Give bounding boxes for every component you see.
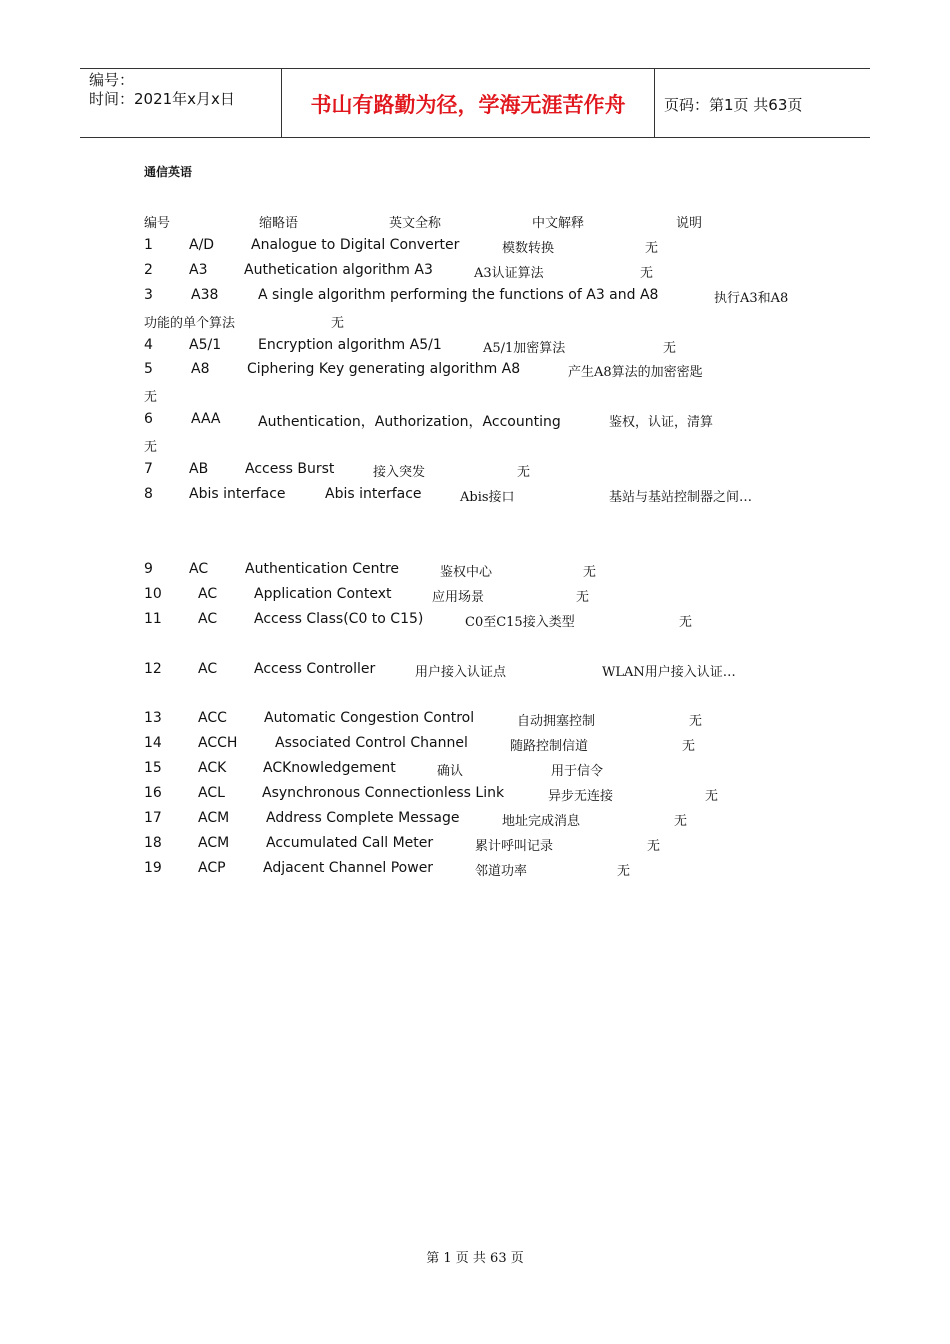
entry-full: Adjacent Channel Power xyxy=(263,860,434,876)
entry-full: Authentication Centre xyxy=(245,561,400,577)
entry-full: Analogue to Digital Converter xyxy=(251,237,460,253)
entry-cn: 邻道功率 xyxy=(475,864,528,879)
column-header-full: 英文全称 xyxy=(389,216,442,231)
list-item xyxy=(0,860,950,880)
entry-note: 无 xyxy=(705,789,719,804)
entry-abbr: ACL xyxy=(198,785,225,801)
entry-cn: 应用场景 xyxy=(432,590,485,605)
entry-note: 无 xyxy=(583,565,597,580)
entry-note: 无 xyxy=(517,465,531,480)
entry-full: Accumulated Call Meter xyxy=(266,835,434,851)
entry-number: 9 xyxy=(144,561,153,577)
entry-number: 18 xyxy=(144,835,162,851)
entry-full: Access Burst xyxy=(245,461,335,477)
header-page-info: 页码：第1页 共63页 xyxy=(664,96,803,114)
entry-full: Encryption algorithm A5/1 xyxy=(258,337,442,353)
entry-abbr: ACK xyxy=(198,760,227,776)
entry-full: Access Controller xyxy=(254,661,376,677)
entry-abbr: A3 xyxy=(189,262,208,278)
entry-cn: 接入突发 xyxy=(373,465,426,480)
entry-note: 基站与基站控制器之间… xyxy=(609,490,753,505)
entry-full: A single algorithm performing the functions of A3 and A8 xyxy=(258,287,659,303)
entry-number: 13 xyxy=(144,710,162,726)
entry-note: WLAN用户接入认证… xyxy=(602,665,736,680)
entry-number: 5 xyxy=(144,361,153,377)
entry-number: 19 xyxy=(144,860,162,876)
entry-number: 16 xyxy=(144,785,162,801)
list-item xyxy=(0,561,950,581)
entry-note: 无 xyxy=(647,839,661,854)
entry-note: 无 xyxy=(144,390,158,405)
list-item xyxy=(0,661,950,681)
entry-full: Authentication，Authorization，Accounting xyxy=(258,414,561,430)
entry-cn: 模数转换 xyxy=(502,241,555,256)
entry-number: 17 xyxy=(144,810,162,826)
list-item xyxy=(0,461,950,481)
entry-cn-continued: 功能的单个算法 xyxy=(144,316,236,331)
entry-abbr: ACCH xyxy=(198,735,238,751)
page-header xyxy=(80,68,870,138)
list-item xyxy=(0,835,950,855)
entry-full: Authetication algorithm A3 xyxy=(244,262,433,278)
number-label: 编号： xyxy=(89,71,135,89)
entry-abbr: Abis interface xyxy=(189,486,286,502)
entry-abbr: AAA xyxy=(191,411,221,427)
entry-cn: 产生A8算法的加密密匙 xyxy=(568,365,703,380)
entry-full: Automatic Congestion Control xyxy=(264,710,475,726)
list-item xyxy=(0,586,950,606)
entry-note: 用于信令 xyxy=(551,764,604,779)
list-item xyxy=(0,611,950,631)
entry-cn: 异步无连接 xyxy=(548,789,614,804)
entry-cn: Abis接口 xyxy=(460,490,515,505)
entry-cn: 地址完成消息 xyxy=(502,814,581,829)
entry-note: 无 xyxy=(144,440,158,455)
column-header-note: 说明 xyxy=(676,216,703,231)
list-item xyxy=(0,237,950,257)
entry-abbr: A38 xyxy=(191,287,219,303)
entry-note: 无 xyxy=(674,814,688,829)
entry-note: 无 xyxy=(617,864,631,879)
entry-number: 1 xyxy=(144,237,153,253)
entry-full: Application Context xyxy=(254,586,392,602)
entry-abbr: A8 xyxy=(191,361,210,377)
entry-cn: 执行A3和A8 xyxy=(714,291,789,306)
entry-abbr: ACC xyxy=(198,710,227,726)
entry-note: 无 xyxy=(640,266,654,281)
list-item xyxy=(0,361,950,381)
entry-cn: 累计呼叫记录 xyxy=(475,839,554,854)
list-item-continuation xyxy=(0,386,950,406)
list-item xyxy=(0,411,950,431)
entry-cn: A3认证算法 xyxy=(474,266,544,281)
entry-cn: A5/1加密算法 xyxy=(483,341,566,356)
entry-note: 无 xyxy=(663,341,677,356)
list-item xyxy=(0,785,950,805)
list-item xyxy=(0,760,950,780)
entry-cn: 用户接入认证点 xyxy=(415,665,507,680)
entry-full: Access Class(C0 to C15) xyxy=(254,611,424,627)
entry-number: 6 xyxy=(144,411,153,427)
entry-note: 无 xyxy=(331,316,345,331)
entry-cn: 鉴权，认证，清算 xyxy=(609,415,714,430)
entry-number: 4 xyxy=(144,337,153,353)
list-item xyxy=(0,337,950,357)
entry-abbr: ACP xyxy=(198,860,226,876)
entry-number: 2 xyxy=(144,262,153,278)
entry-full: Ciphering Key generating algorithm A8 xyxy=(247,361,521,377)
entry-cn: C0至C15接入类型 xyxy=(465,615,575,630)
entry-abbr: ACM xyxy=(198,835,230,851)
entry-number: 14 xyxy=(144,735,162,751)
entry-number: 3 xyxy=(144,287,153,303)
entry-full: Associated Control Channel xyxy=(275,735,468,751)
entry-note: 无 xyxy=(576,590,590,605)
entry-full: Address Complete Message xyxy=(266,810,460,826)
entry-cn: 确认 xyxy=(437,764,464,779)
header-motto: 书山有路勤为径，学海无涯苦作舟 xyxy=(310,92,626,117)
entry-number: 10 xyxy=(144,586,162,602)
entry-number: 8 xyxy=(144,486,153,502)
entry-note: 无 xyxy=(645,241,659,256)
entry-note: 无 xyxy=(682,739,696,754)
column-header-cn: 中文解释 xyxy=(532,216,585,231)
entry-full: Asynchronous Connectionless Link xyxy=(262,785,505,801)
entry-abbr: ACM xyxy=(198,810,230,826)
entry-number: 12 xyxy=(144,661,162,677)
list-item xyxy=(0,486,950,506)
entry-abbr: AC xyxy=(198,661,218,677)
column-header-number: 编号 xyxy=(144,216,171,231)
entry-full: ACKnowledgement xyxy=(263,760,396,776)
entry-cn: 鉴权中心 xyxy=(440,565,493,580)
entry-number: 15 xyxy=(144,760,162,776)
entry-note: 无 xyxy=(689,714,703,729)
list-item xyxy=(0,262,950,282)
list-item xyxy=(0,735,950,755)
entry-abbr: AC xyxy=(198,611,218,627)
entry-abbr: AC xyxy=(198,586,218,602)
entry-full: Abis interface xyxy=(325,486,422,502)
list-item-continuation xyxy=(0,436,950,456)
column-header-abbr: 缩略语 xyxy=(259,216,299,231)
entry-abbr: A/D xyxy=(189,237,215,253)
header-meta xyxy=(89,71,235,109)
list-item xyxy=(0,810,950,830)
time-label: 时间：2021年x月x日 xyxy=(89,90,235,108)
entry-cn: 自动拥塞控制 xyxy=(517,714,596,729)
list-item xyxy=(0,710,950,730)
list-item-continuation xyxy=(0,312,950,332)
entry-abbr: A5/1 xyxy=(189,337,222,353)
entry-abbr: AC xyxy=(189,561,209,577)
entry-cn: 随路控制信道 xyxy=(510,739,589,754)
header-divider xyxy=(654,69,655,137)
entry-note: 无 xyxy=(679,615,693,630)
page-footer: 第 1 页 共 63 页 xyxy=(426,1251,524,1266)
document-title: 通信英语 xyxy=(144,165,193,179)
entry-number: 7 xyxy=(144,461,153,477)
list-item xyxy=(0,287,950,307)
entry-abbr: AB xyxy=(189,461,209,477)
entry-number: 11 xyxy=(144,611,162,627)
